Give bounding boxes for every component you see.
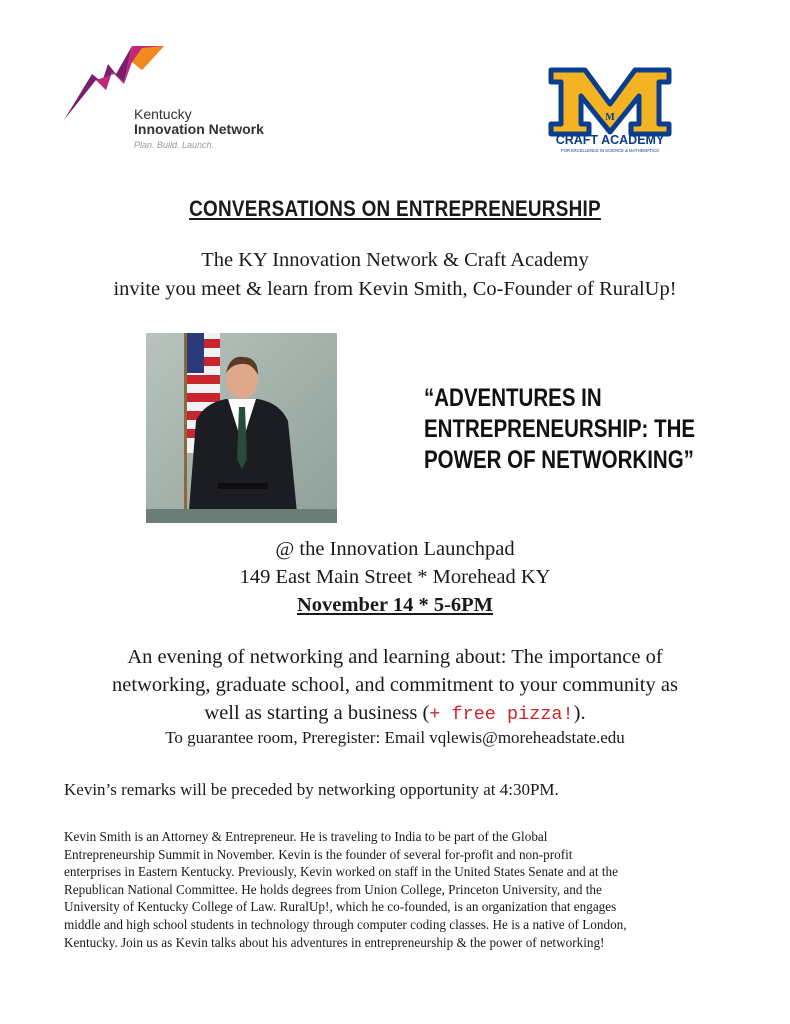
speaker-photo	[146, 333, 337, 523]
description-line-3-end: ).	[573, 702, 586, 724]
talk-title-line-3: POWER OF NETWORKING”	[424, 446, 694, 474]
kin-logo-line1: Kentucky	[134, 106, 192, 122]
description-line-2: networking, graduate school, and commitment to your community as	[112, 674, 678, 696]
bio-line: Entrepreneurship Summit in November. Kevin is the founder of several for-profit and non-profit	[64, 846, 573, 862]
invite-line-2: invite you meet & learn from Kevin Smith, Co-Founder of RuralUp!	[113, 278, 677, 300]
bio-line: Republican National Committee. He holds degrees from Union College, Princeton University, and the	[64, 881, 602, 897]
bio-line: Kentucky. Join us as Kevin talks about his adventures in entrepreneurship & the power of networking!	[64, 934, 605, 950]
page-title: CONVERSATIONS ON ENTREPRENEURSHIP	[189, 196, 601, 221]
description-line-1: An evening of networking and learning about: The importance of	[127, 646, 663, 668]
networking-note: Kevin’s remarks will be preceded by networking opportunity at 4:30PM.	[64, 780, 559, 799]
bio-line: University of Kentucky College of Law. RuralUp!, which he co-founded, is an organization that engages	[64, 899, 617, 915]
venue-name: @ the Innovation Launchpad	[275, 538, 515, 560]
talk-title-line-1: “ADVENTURES IN	[424, 384, 602, 412]
craft-academy-subtitle: FOR EXCELLENCE IN SCIENCE & MATHEMATICS	[561, 148, 659, 153]
kin-logo-tagline: Plan. Build. Launch.	[134, 140, 215, 150]
bio-line: enterprises in Eastern Kentucky. Previously, Kevin worked on staff in the United States Senate and at the	[64, 864, 618, 880]
free-pizza-note: + free pizza!	[429, 704, 574, 725]
bio-line: middle and high school students in technology through computer coding classes. He is a native of London,	[64, 916, 627, 932]
svg-text:M: M	[605, 112, 615, 123]
venue-address: 149 East Main Street * Morehead KY	[239, 566, 551, 588]
invite-line-1: The KY Innovation Network & Craft Academy	[201, 249, 589, 271]
kentucky-innovation-network-logo	[62, 44, 282, 156]
talk-title	[424, 383, 703, 476]
description-line-3-start: well as starting a business (	[204, 702, 430, 724]
craft-academy-name: CRAFT ACADEMY	[555, 133, 665, 147]
preregister-note: To guarantee room, Preregister: Email vqlewis@moreheadstate.edu	[165, 728, 625, 747]
craft-academy-logo	[545, 62, 675, 154]
craft-academy-m-icon	[545, 62, 675, 154]
speaker-bio	[64, 828, 744, 951]
description-line-3	[0, 702, 790, 725]
kin-logo-line2: Innovation Network	[134, 121, 264, 137]
event-date: November 14 * 5-6PM	[296, 594, 494, 616]
bio-line: Kevin Smith is an Attorney & Entrepreneur. He is traveling to India to be part of the Global	[64, 829, 548, 844]
talk-title-line-2: ENTREPRENEURSHIP: THE	[424, 415, 696, 443]
